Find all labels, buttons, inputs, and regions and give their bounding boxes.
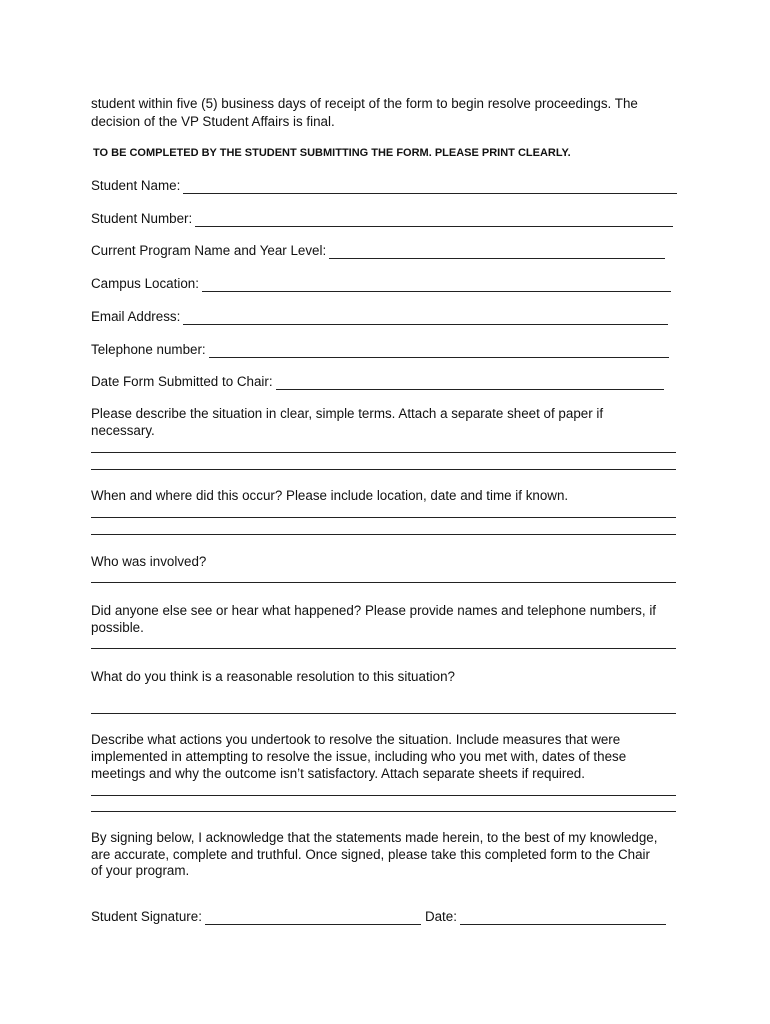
- telephone-field[interactable]: [91, 341, 669, 358]
- student-name-field[interactable]: [91, 177, 677, 194]
- acknowledge-line-3: of your program.: [91, 863, 190, 878]
- resolution-question: What do you think is a reasonable resolution to this situation?: [91, 669, 455, 684]
- email-label: Email Address:: [91, 309, 181, 324]
- actions-question-line-3: meetings and why the outcome isn’t satisfactory. Attach separate sheets if required.: [91, 766, 585, 781]
- acknowledge-line-2: are accurate, complete and truthful. Once signed, please take this completed form to the Chair: [91, 847, 650, 862]
- describe-answer-line-2[interactable]: [91, 469, 676, 470]
- who-answer-line[interactable]: [91, 582, 676, 583]
- signature-label: Student Signature:: [91, 909, 202, 924]
- date-input-line[interactable]: [460, 912, 666, 925]
- student-name-input-line[interactable]: [183, 181, 677, 194]
- email-field[interactable]: [91, 308, 668, 325]
- actions-answer-line-2[interactable]: [91, 811, 676, 812]
- intro-line-1: student within five (5) business days of receipt of the form to begin resolve proceedings. The: [91, 96, 638, 111]
- signature-row: [91, 908, 666, 925]
- telephone-label: Telephone number:: [91, 342, 206, 357]
- describe-question-line-1: Please describe the situation in clear, simple terms. Attach a separate sheet of paper if: [91, 406, 604, 421]
- student-number-label: Student Number:: [91, 211, 193, 226]
- email-input-line[interactable]: [183, 312, 668, 325]
- actions-question-line-2: implemented in attempting to resolve the issue, including who you met with, dates of these: [91, 749, 627, 764]
- student-number-field[interactable]: [91, 210, 673, 227]
- witness-question-line-1: Did anyone else see or hear what happened? Please provide names and telephone numbers, if: [91, 603, 657, 618]
- when-where-answer-line-1[interactable]: [91, 517, 676, 518]
- date-submitted-field[interactable]: [91, 373, 664, 390]
- signature-input-line[interactable]: [205, 912, 421, 925]
- telephone-input-line[interactable]: [209, 345, 669, 358]
- resolution-answer-line[interactable]: [91, 713, 676, 714]
- describe-answer-line-1[interactable]: [91, 452, 676, 453]
- witness-answer-line[interactable]: [91, 648, 676, 649]
- acknowledge-line-1: By signing below, I acknowledge that the statements made herein, to the best of my knowledge,: [91, 830, 658, 845]
- intro-line-2: decision of the VP Student Affairs is final.: [91, 114, 335, 129]
- date-submitted-label: Date Form Submitted to Chair:: [91, 374, 273, 389]
- campus-input-line[interactable]: [202, 279, 671, 292]
- date-submitted-input-line[interactable]: [276, 377, 664, 390]
- student-name-label: Student Name:: [91, 178, 181, 193]
- student-number-input-line[interactable]: [195, 214, 673, 227]
- describe-question-line-2: necessary.: [91, 423, 155, 438]
- date-label: Date:: [424, 909, 457, 924]
- when-where-question: When and where did this occur? Please include location, date and time if known.: [91, 488, 569, 503]
- when-where-answer-line-2[interactable]: [91, 534, 676, 535]
- program-input-line[interactable]: [329, 246, 665, 259]
- program-field[interactable]: [91, 242, 665, 259]
- actions-answer-line-1[interactable]: [91, 795, 676, 796]
- campus-field[interactable]: [91, 275, 671, 292]
- campus-label: Campus Location:: [91, 276, 199, 291]
- who-question: Who was involved?: [91, 554, 207, 569]
- actions-question-line-1: Describe what actions you undertook to resolve the situation. Include measures that were: [91, 732, 621, 747]
- program-label: Current Program Name and Year Level:: [91, 243, 327, 258]
- form-heading: TO BE COMPLETED BY THE STUDENT SUBMITTING THE FORM. PLEASE PRINT CLEARLY.: [93, 147, 571, 159]
- witness-question-line-2: possible.: [91, 620, 144, 635]
